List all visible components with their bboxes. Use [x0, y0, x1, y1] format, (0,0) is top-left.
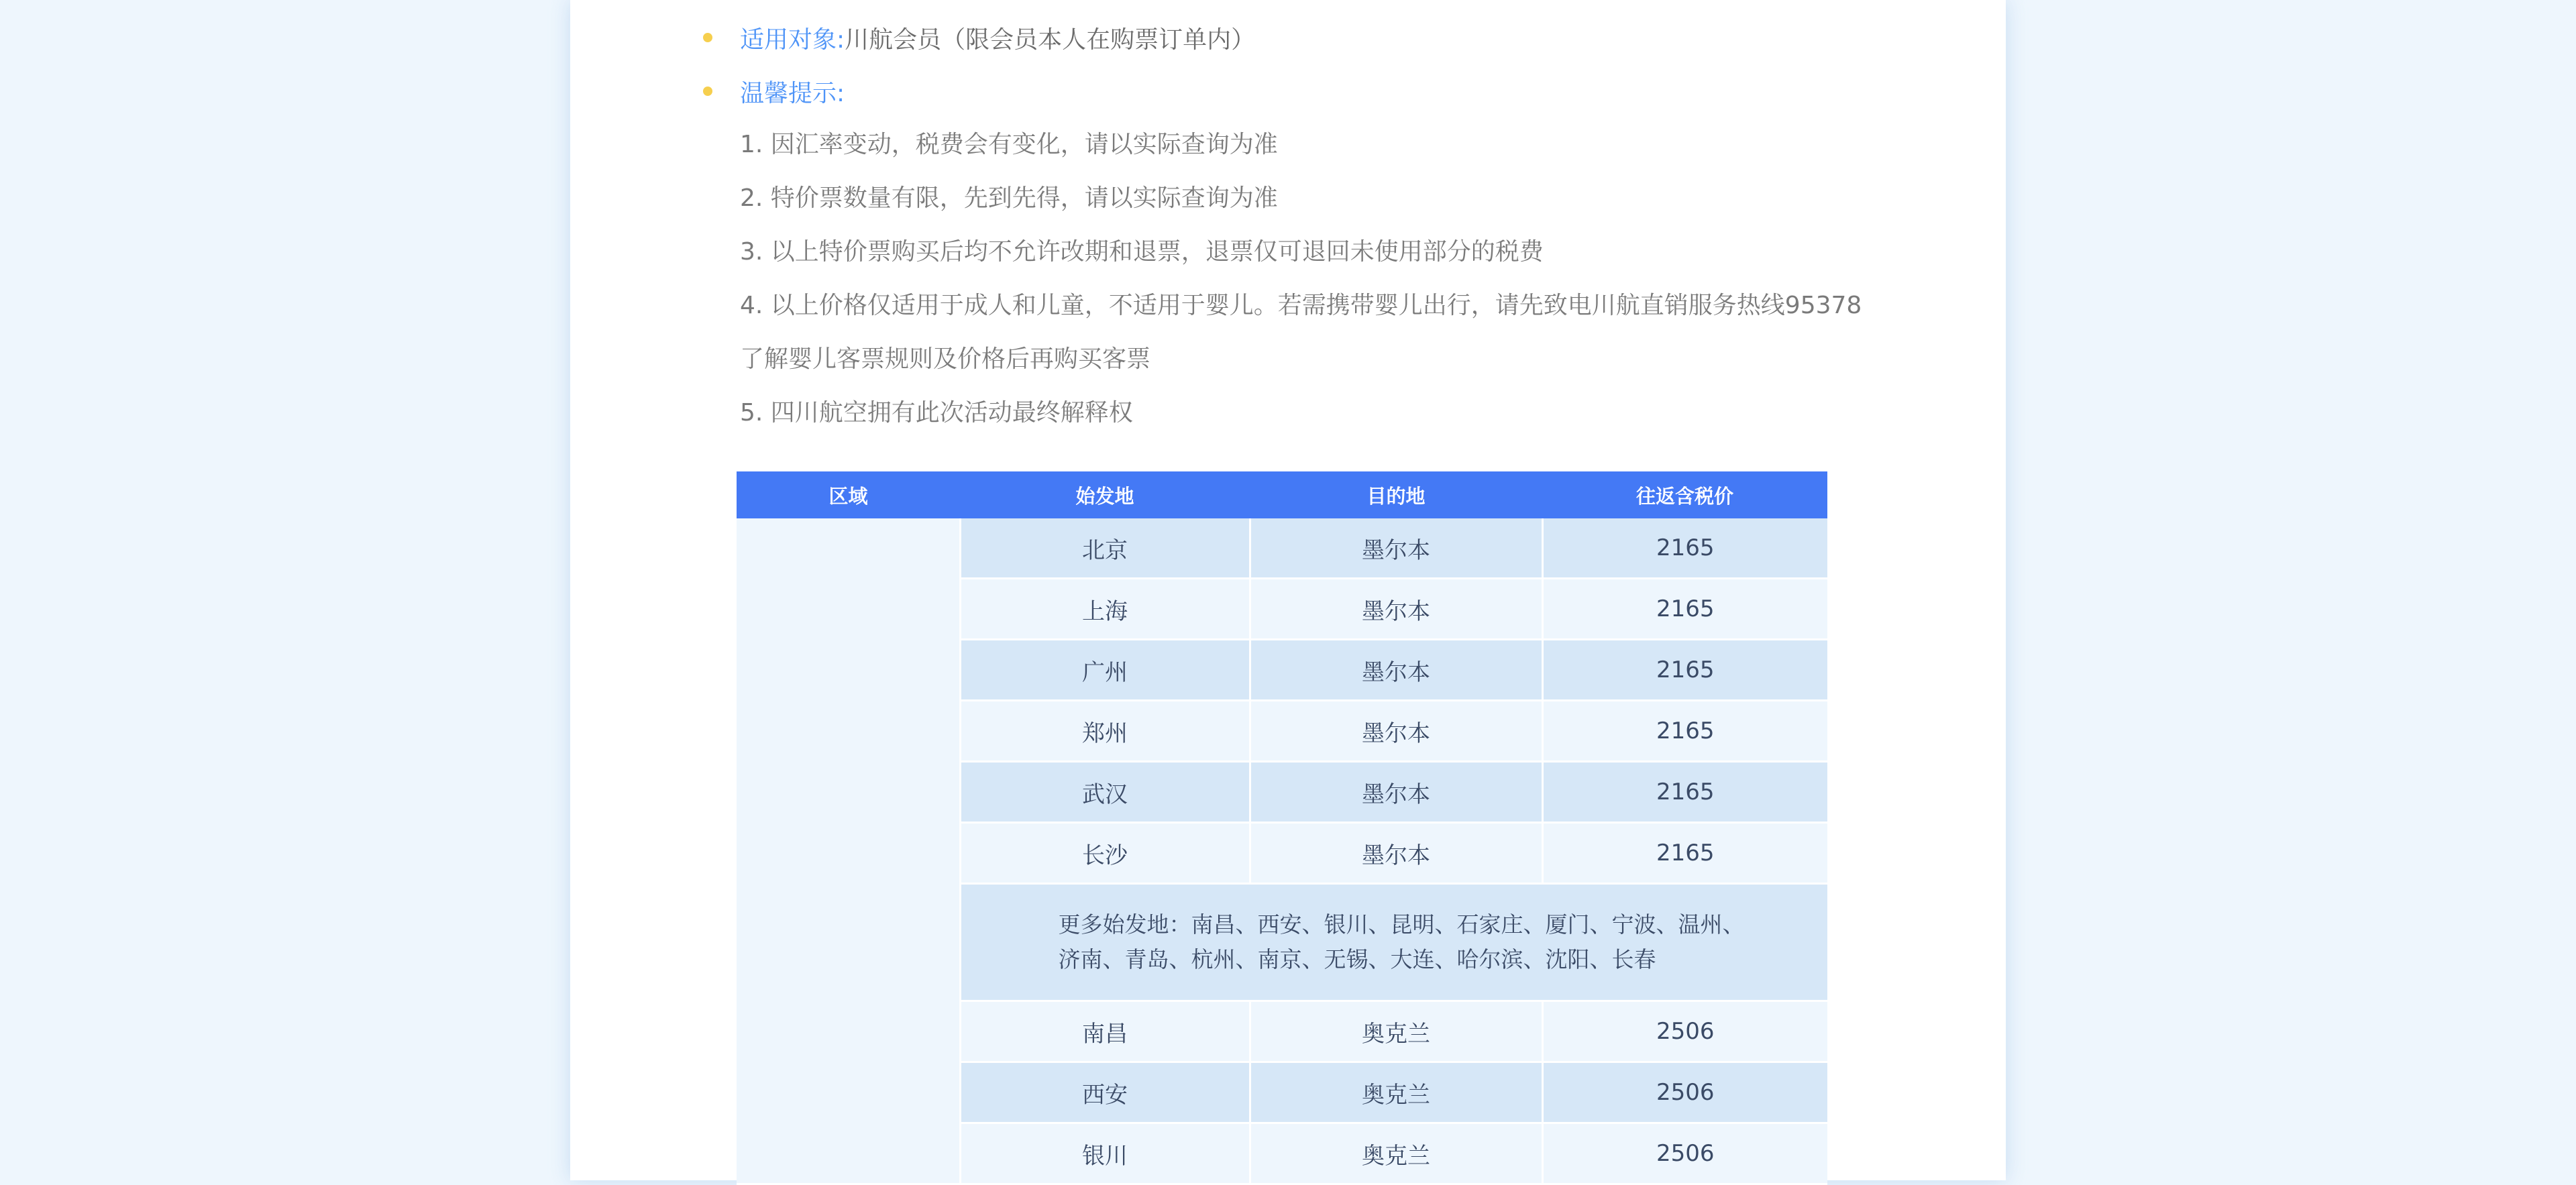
table-header-row	[737, 471, 1827, 518]
tip-note: 2. 特价票数量有限，先到先得，请以实际查询为准	[740, 184, 1278, 212]
tip-note: 3. 以上特价票购买后均不允许改期和退票，退票仅可退回未使用部分的税费	[740, 238, 1544, 266]
price-cell: 2165	[1542, 823, 1827, 884]
origin-cell: 西安	[960, 1062, 1250, 1123]
price-cell: 2165	[1542, 762, 1827, 823]
origin-cell: 广州	[960, 640, 1250, 701]
tips-row	[704, 71, 845, 111]
price-cell: 2506	[1542, 1123, 1827, 1184]
destination-cell: 墨尔本	[1250, 640, 1542, 701]
tips-label: 温馨提示:	[740, 79, 845, 107]
price-cell: 2506	[1542, 1001, 1827, 1062]
tip-note: 4. 以上价格仅适用于成人和儿童，不适用于婴儿。若需携带婴儿出行，请先致电川航直销服务热线95378	[740, 292, 1862, 319]
origin-cell: 南昌	[960, 1001, 1250, 1062]
destination-cell: 奥克兰	[1250, 1001, 1542, 1062]
origin-cell: 长沙	[960, 823, 1250, 884]
header-region: 区域	[737, 471, 960, 518]
header-price: 往返含税价	[1542, 471, 1827, 518]
destination-cell: 墨尔本	[1250, 579, 1542, 640]
origin-cell: 北京	[960, 518, 1250, 579]
table-row	[737, 518, 1827, 579]
tip-note: 1. 因汇率变动，税费会有变化，请以实际查询为准	[740, 131, 1278, 158]
applicable-row	[704, 17, 1255, 58]
price-cell: 2165	[1542, 518, 1827, 579]
bullet-dot-icon	[703, 33, 712, 42]
applicable-value: 川航会员（限会员本人在购票订单内）	[845, 25, 1256, 54]
price-cell: 2165	[1542, 579, 1827, 640]
header-destination: 目的地	[1250, 471, 1542, 518]
region-cell	[737, 518, 960, 1184]
more-origins-cell: 更多始发地：南昌、西安、银川、昆明、石家庄、厦门、宁波、温州、 济南、青岛、杭州、南京、无锡、大连、哈尔滨、沈阳、长春	[960, 884, 1827, 1001]
price-cell: 2165	[1542, 640, 1827, 701]
destination-cell: 墨尔本	[1250, 762, 1542, 823]
destination-cell: 墨尔本	[1250, 701, 1542, 762]
origin-cell: 上海	[960, 579, 1250, 640]
destination-cell: 墨尔本	[1250, 823, 1542, 884]
destination-cell: 奥克兰	[1250, 1062, 1542, 1123]
origin-cell: 郑州	[960, 701, 1250, 762]
tip-note: 5. 四川航空拥有此次活动最终解释权	[740, 399, 1133, 427]
price-cell: 2506	[1542, 1062, 1827, 1123]
destination-cell: 墨尔本	[1250, 518, 1542, 579]
header-origin: 始发地	[960, 471, 1250, 518]
origin-cell: 武汉	[960, 762, 1250, 823]
bullet-dot-icon	[703, 87, 712, 96]
origin-cell: 银川	[960, 1123, 1250, 1184]
destination-cell: 奥克兰	[1250, 1123, 1542, 1184]
fare-table	[737, 471, 1827, 1185]
price-cell: 2165	[1542, 701, 1827, 762]
applicable-label: 适用对象:	[740, 25, 845, 54]
tip-note: 了解婴儿客票规则及价格后再购买客票	[740, 345, 1151, 373]
